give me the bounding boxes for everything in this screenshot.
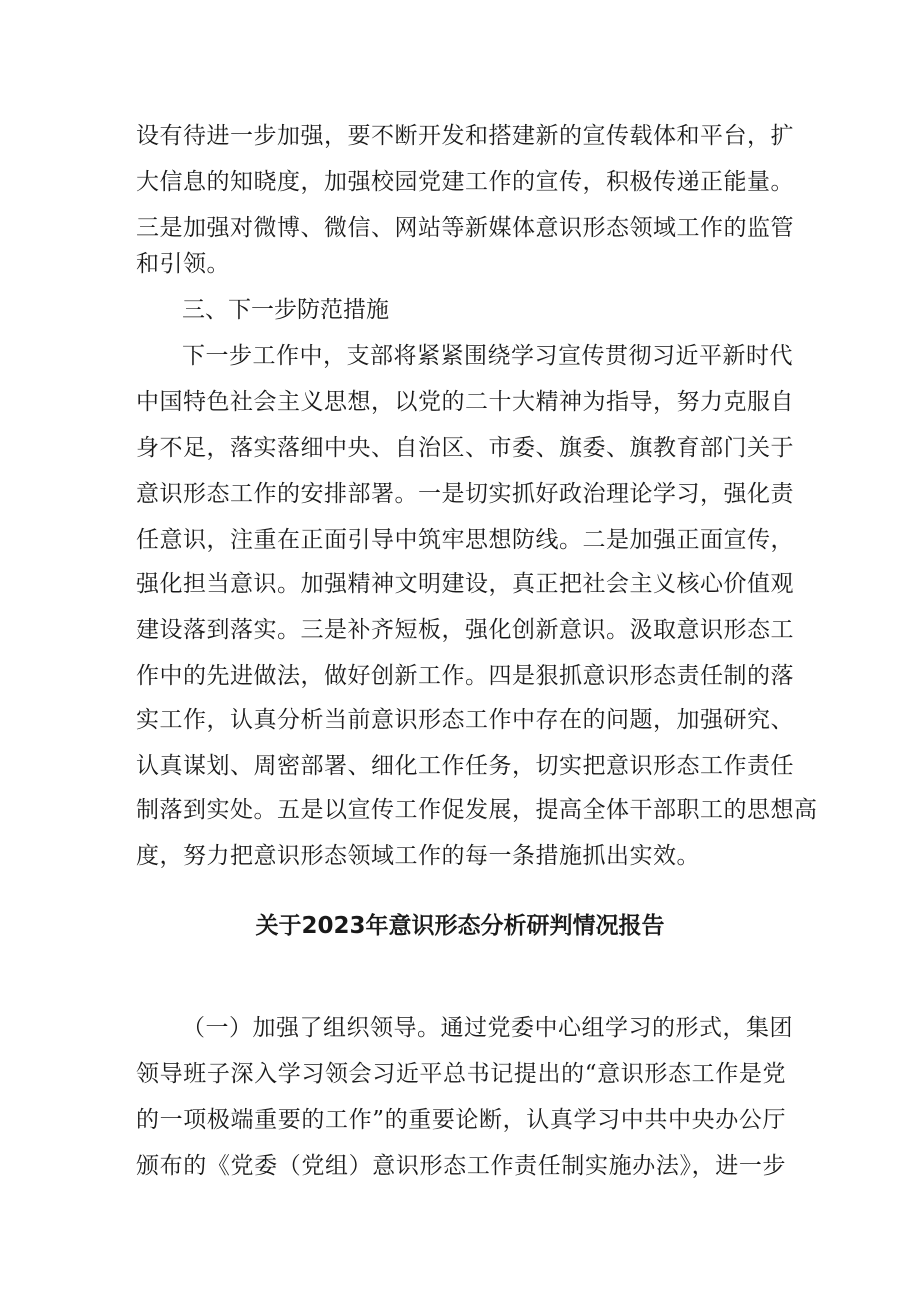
paragraph-line: 的一项极端重要的工作”的重要论断，认真学习中共中央办公厅 <box>136 1107 786 1133</box>
paragraph-line: 领导班子深入学习领会习近平总书记提出的“意识形态工作是党 <box>136 1061 786 1087</box>
paragraph-line: （一）加强了组织领导。通过党委中心组学习的形式，集团 <box>182 1015 793 1041</box>
paragraph-line: 制落到实处。五是以宣传工作促发展，提高全体干部职工的思想高 <box>136 797 818 823</box>
paragraph-line: 作中的先进做法，做好创新工作。四是狠抓意识形态责任制的落 <box>136 663 794 689</box>
paragraph-line: 下一步工作中，支部将紧紧围绕学习宣传贯彻习近平新时代 <box>182 343 793 369</box>
paragraph-line: 意识形态工作的安排部署。一是切实抓好政治理论学习，强化责 <box>136 481 794 507</box>
paragraph-line: 设有待进一步加强，要不断开发和搭建新的宣传载体和平台，扩 <box>136 123 794 149</box>
paragraph-line: 中国特色社会主义思想，以党的二十大精神为指导，努力克服自 <box>136 389 794 415</box>
paragraph-line: 大信息的知晓度，加强校园党建工作的宣传，积极传递正能量。 <box>136 169 794 195</box>
paragraph-line: 强化担当意识。加强精神文明建设，真正把社会主义核心价值观 <box>136 571 794 597</box>
paragraph-line: 度，努力把意识形态领域工作的每一条措施抓出实效。 <box>136 843 700 869</box>
paragraph-line: 建设落到落实。三是补齐短板，强化创新意识。汲取意识形态工 <box>136 617 794 643</box>
paragraph-line: 三是加强对微博、微信、网站等新媒体意识形态领域工作的监管 <box>136 215 794 241</box>
paragraph-line: 认真谋划、周密部署、细化工作任务，切实把意识形态工作责任 <box>136 753 794 779</box>
paragraph-line: 身不足，落实落细中央、自治区、市委、旗委、旗教育部门关于 <box>136 435 794 461</box>
paragraph-line: 和引领。 <box>136 251 230 277</box>
paragraph-line: 颁布的《党委（党组）意识形态工作责任制实施办法》，进一步 <box>136 1153 786 1179</box>
paragraph-line: 实工作，认真分析当前意识形态工作中存在的问题，加强研究、 <box>136 707 794 733</box>
section-heading: 三、下一步防范措施 <box>182 297 389 323</box>
report-title: 关于2023年意识形态分析研判情况报告 <box>255 913 665 939</box>
paragraph-line: 任意识，注重在正面引导中筑牢思想防线。二是加强正面宣传， <box>136 527 794 553</box>
